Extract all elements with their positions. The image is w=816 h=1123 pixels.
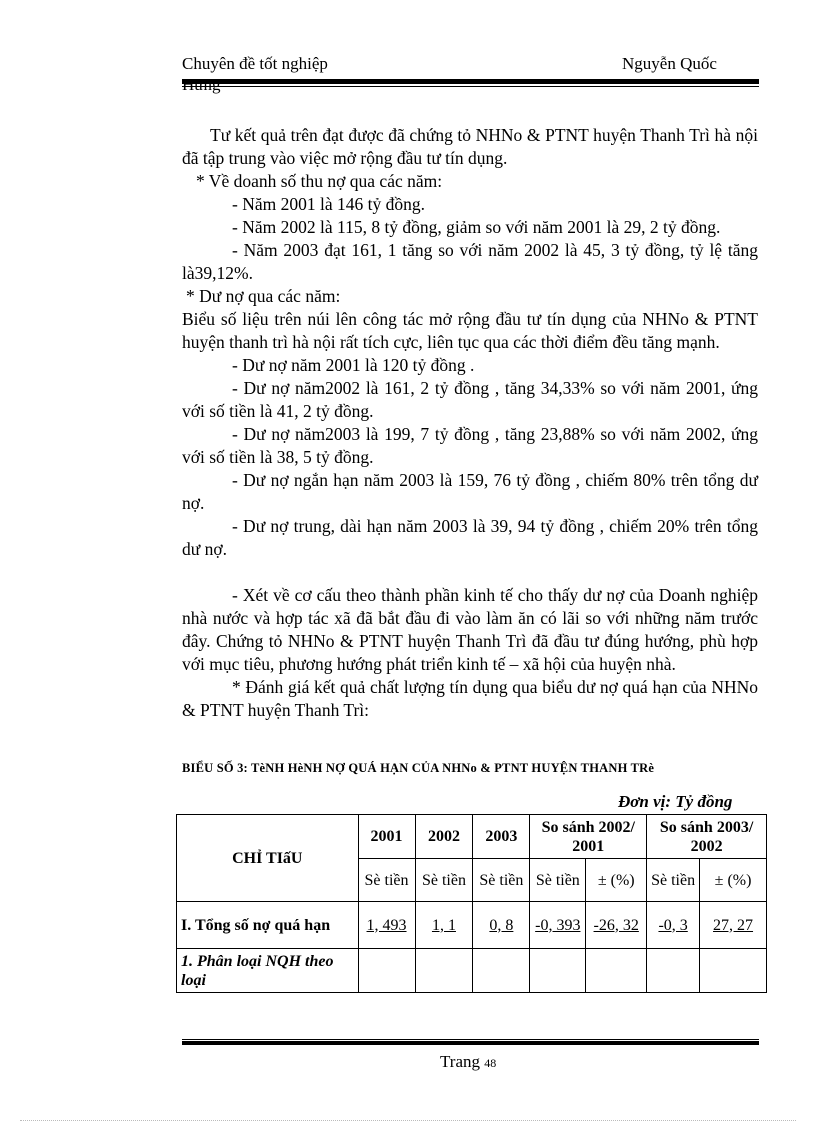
paragraph: - Xét về cơ cấu theo thành phần kinh tế cho thấy dư nợ của Doanh nghiệp nhà nước và hợp tác xã đã bắt đầu đi vào làm ăn có lãi so với những năm trước đây. Chứng tỏ NHNo & PTNT huyện Thanh Trì đã đầu tư đúng hướng, phù hợp với mục tiêu, phương hướng phát triển kinh tế – xã hội của huyện nhà. xyxy=(182,585,758,674)
cell-value: 0, 8 xyxy=(473,902,530,949)
header-author-cont: Hưng xyxy=(182,75,221,94)
cell-value: 27, 27 xyxy=(700,902,767,949)
header-compare-2003-2002: So sánh 2003/ 2002 xyxy=(647,815,767,859)
cell-value: -0, 393 xyxy=(530,902,586,949)
section-heading: * Dư nợ qua các năm: xyxy=(186,286,341,306)
list-item: - Năm 2002 là 115, 8 tỷ đồng, giảm so với năm 2001 là 29, 2 tỷ đồng. xyxy=(232,217,721,237)
list-item: - Dư nợ ngắn hạn năm 2003 là 159, 76 tỷ đồng , chiếm 80% trên tổng dư nợ. xyxy=(182,470,758,513)
table-title: BIỂU SỐ 3: TèNH HèNH NỢ QUÁ HẠN CỦA NHNo & PTNT HUYỆN THANH TRè xyxy=(182,761,655,775)
cell-value xyxy=(647,949,700,993)
cell-value: -0, 3 xyxy=(647,902,700,949)
cell-value xyxy=(415,949,473,993)
table-row xyxy=(177,949,767,993)
subheader-amount: Sè tiền xyxy=(530,859,586,902)
cell-value xyxy=(586,949,647,993)
page-footer xyxy=(440,1052,496,1072)
subheader-amount: Sè tiền xyxy=(473,859,530,902)
subheader-percent: ± (%) xyxy=(700,859,767,902)
cell-value xyxy=(530,949,586,993)
page-number: 48 xyxy=(484,1056,497,1070)
section-heading: * Đánh giá kết quả chất lượng tín dụng qua biểu dư nợ quá hạn của NHNo & PTNT huyện Thanh Trì: xyxy=(182,677,758,720)
header-2001: 2001 xyxy=(358,815,415,859)
list-item: - Dư nợ trung, dài hạn năm 2003 là 39, 94 tỷ đồng , chiếm 20% trên tổng dư nợ. xyxy=(182,516,758,559)
row-label: 1. Phân loại NQH theo loại xyxy=(177,949,359,993)
footer-rule xyxy=(182,1039,759,1045)
cell-value: 1, 493 xyxy=(358,902,415,949)
subheader-amount: Sè tiền xyxy=(647,859,700,902)
cell-value xyxy=(473,949,530,993)
header-2002: 2002 xyxy=(415,815,473,859)
cell-value: -26, 32 xyxy=(586,902,647,949)
header-rule xyxy=(182,79,759,87)
subheader-percent: ± (%) xyxy=(586,859,647,902)
header-author: Nguyễn Quốc xyxy=(622,54,717,73)
table-unit: Đơn vị: Tỷ đồng xyxy=(618,792,733,811)
header-compare-2002-2001: So sánh 2002/ 2001 xyxy=(530,815,647,859)
data-table xyxy=(176,814,767,993)
list-item: - Năm 2001 là 146 tỷ đồng. xyxy=(232,194,425,214)
row-label: I. Tổng số nợ quá hạn xyxy=(177,902,359,949)
cell-value: 1, 1 xyxy=(415,902,473,949)
subheader-amount: Sè tiền xyxy=(415,859,473,902)
header-chitieu: CHỈ TIấU xyxy=(177,815,359,902)
section-heading: * Về doanh số thu nợ qua các năm: xyxy=(196,171,443,191)
header-title: Chuyên đề tốt nghiệp xyxy=(182,54,328,73)
cell-value xyxy=(700,949,767,993)
subheader-amount: Sè tiền xyxy=(358,859,415,902)
table-row xyxy=(177,902,767,949)
list-item: - Dư nợ năm 2001 là 120 tỷ đồng . xyxy=(232,355,475,375)
paragraph: Tư kết quả trên đạt được đã chứng tỏ NHNo & PTNT huyện Thanh Trì hà nội đã tập trung vào việc mở rộng đầu tư tín dụng. xyxy=(182,125,758,168)
paragraph: Biểu số liệu trên núi lên công tác mở rộng đầu tư tín dụng của NHNo & PTNT huyện thanh trì hà nội rất tích cực, liên tục qua các thời điểm đều tăng mạnh. xyxy=(182,309,758,352)
list-item: - Năm 2003 đạt 161, 1 tăng so với năm 2002 là 45, 3 tỷ đồng, tỷ lệ tăng là39,12%. xyxy=(182,240,758,283)
list-item: - Dư nợ năm2002 là 161, 2 tỷ đồng , tăng 34,33% so với năm 2001, ứng với số tiền là 41, 2 tỷ đồng. xyxy=(182,378,758,421)
page-edge xyxy=(20,1120,796,1121)
page-label: Trang xyxy=(440,1052,480,1071)
header-2003: 2003 xyxy=(473,815,530,859)
body-text xyxy=(182,124,758,722)
cell-value xyxy=(358,949,415,993)
list-item: - Dư nợ năm2003 là 199, 7 tỷ đồng , tăng 23,88% so với năm 2002, ứng với số tiền là 38, 5 tỷ đồng. xyxy=(182,424,758,467)
